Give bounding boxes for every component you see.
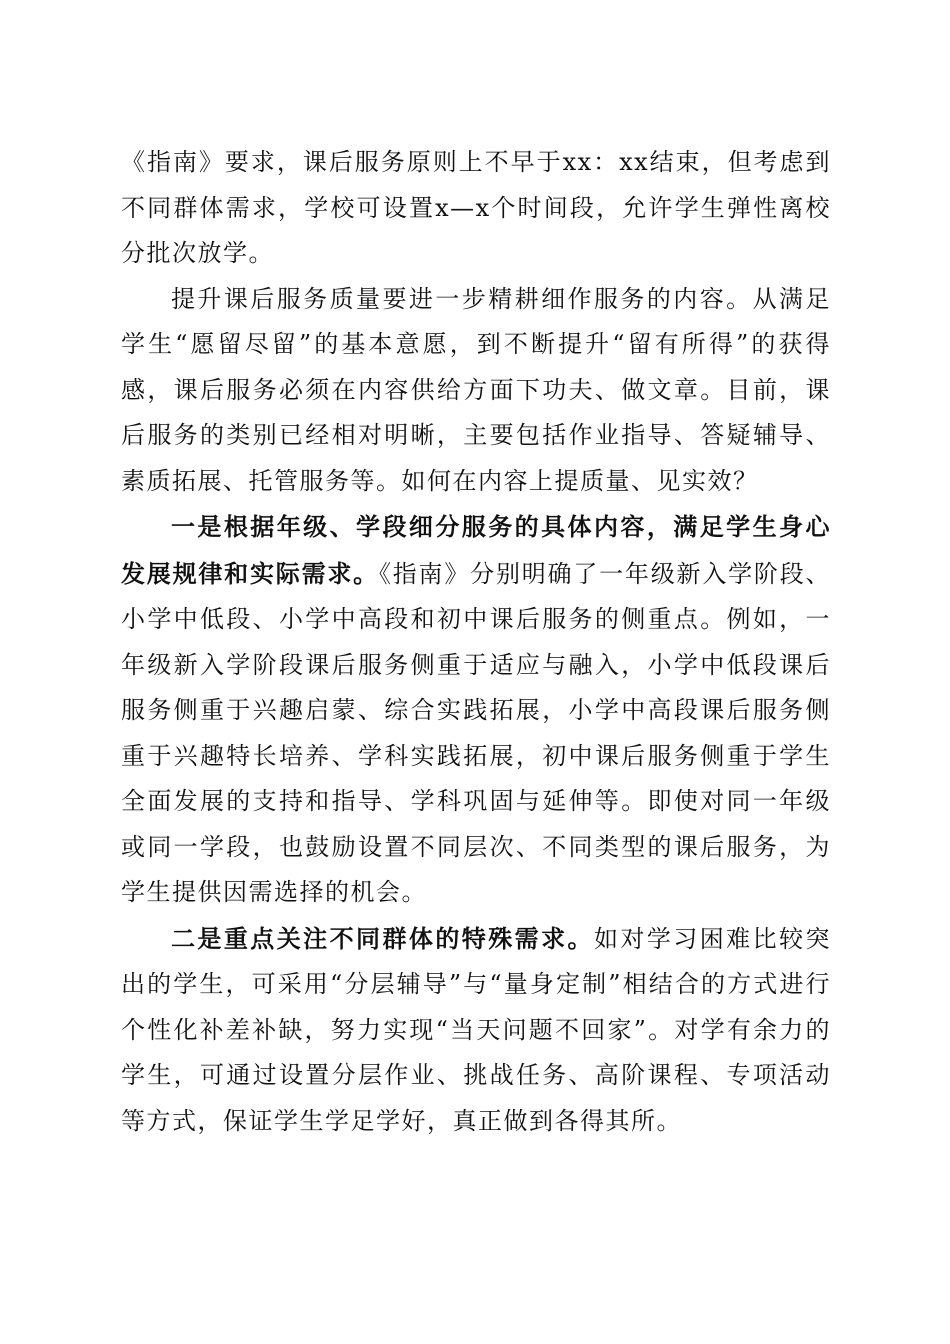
paragraph-point-two: [121, 916, 831, 1145]
document-body: [121, 140, 831, 1144]
paragraph-text: 《指南》分别明确了一年级新入学阶段、小学中低段、小学中高段和初中课后服务的侧重点。例如，一年级新入学阶段课后服务侧重于适应与融入，小学中低段课后服务侧重于兴趣启蒙、综合实践拓展，小学中高段课后服务侧重于兴趣特长培养、学科实践拓展，初中课后服务侧重于学生全面发展的支持和指导、学科巩固与延伸等。即使对同一年级或同一学段，也鼓励设置不同层次、不同类型的课后服务，为学生提供因需选择的机会。: [121, 559, 832, 906]
paragraph-lead: 一是根据年级、学段细分服务的具体内容，满足学生身心发展规律和实际需求。: [121, 512, 831, 588]
paragraph-point-one: [121, 504, 831, 916]
paragraph-schedule: [121, 140, 831, 277]
paragraph-text: 《指南》要求，课后服务原则上不早于xx：xx结束，但考虑到不同群体需求，学校可设置x—x个时间段，允许学生弹性离校分批次放学。: [121, 148, 831, 267]
paragraph-text: 提升课后服务质量要进一步精耕细作服务的内容。从满足学生“愿留尽留”的基本意愿，到不断提升“留有所得”的获得感，课后服务必须在内容供给方面下功夫、做文章。目前，课后服务的类别已经相对明晰，主要包括作业指导、答疑辅导、素质拓展、托管服务等。如何在内容上提质量、见实效？: [121, 284, 831, 495]
paragraph-text: 如对学习困难比较突出的学生，可采用“分层辅导”与“量身定制”相结合的方式进行个性化补差补缺，努力实现“当天问题不回家”。对学有余力的学生，可通过设置分层作业、挑战任务、高阶课程、专项活动等方式，保证学生学足学好，真正做到各得其所。: [121, 924, 831, 1135]
paragraph-lead: 二是重点关注不同群体的特殊需求。: [171, 923, 594, 953]
paragraph-content-quality: [121, 277, 831, 505]
